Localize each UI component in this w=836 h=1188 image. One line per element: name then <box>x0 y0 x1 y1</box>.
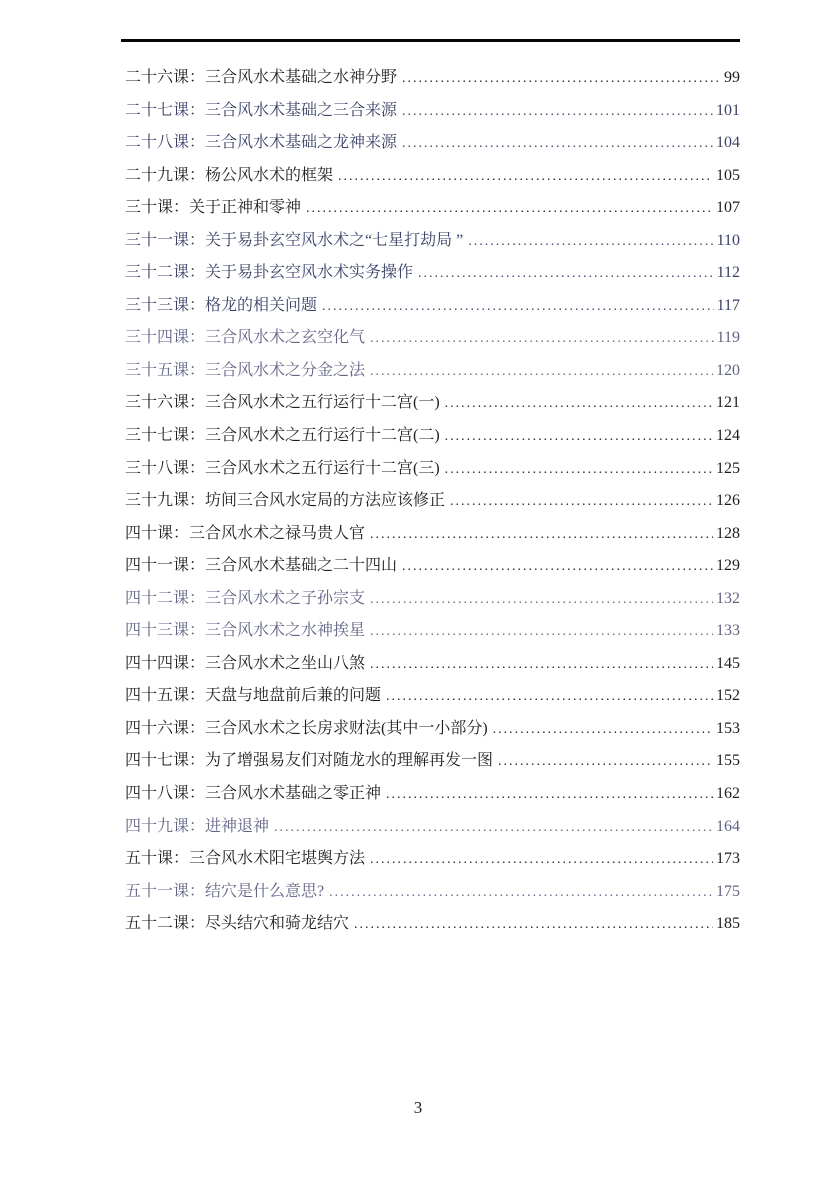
dot-leader <box>402 96 713 129</box>
dot-leader <box>402 551 713 584</box>
header-rule <box>121 39 740 42</box>
footer-page-number: 3 <box>413 1098 423 1117</box>
toc-entry-page: 162 <box>716 785 740 803</box>
toc-entry[interactable] <box>125 713 740 746</box>
toc-entry[interactable] <box>125 778 740 811</box>
toc-entry-page: 124 <box>716 427 740 445</box>
toc-entry[interactable] <box>125 290 740 323</box>
toc-entry[interactable] <box>125 843 740 876</box>
toc-entry[interactable] <box>125 225 740 258</box>
dot-leader <box>370 584 713 617</box>
dot-leader <box>370 356 713 389</box>
toc-entry-page: 107 <box>716 199 740 217</box>
toc-entry-title: 四十六课：三合风水术之长房求财法(其中一小部分) <box>125 719 488 737</box>
toc-entry-page: 117 <box>716 296 740 314</box>
toc-entry[interactable] <box>125 420 740 453</box>
toc-entry-title: 三十五课：三合风水术之分金之法 <box>125 361 366 379</box>
toc-entry-title: 四十四课：三合风水术之坐山八煞 <box>125 654 366 672</box>
toc-entry-page: 121 <box>716 394 740 412</box>
toc-entry-page: 153 <box>716 719 740 737</box>
toc-entry-title: 三十八课：三合风水术之五行运行十二宫(三) <box>125 459 440 477</box>
toc-entry[interactable] <box>125 583 740 616</box>
dot-leader <box>445 388 713 421</box>
toc-entry-page: 173 <box>716 850 740 868</box>
toc-entry[interactable] <box>125 192 740 225</box>
dot-leader <box>322 291 714 324</box>
dot-leader <box>386 779 713 812</box>
dot-leader <box>498 746 713 779</box>
dot-leader <box>418 258 714 291</box>
toc-entry-page: 128 <box>716 524 740 542</box>
dot-leader <box>386 681 713 714</box>
toc-entry-title: 四十一课：三合风水术基础之二十四山 <box>125 557 398 575</box>
dot-leader <box>338 161 713 194</box>
toc-entry-page: 145 <box>716 654 740 672</box>
toc-entry[interactable] <box>125 680 740 713</box>
toc-entry-title: 三十课：关于正神和零神 <box>125 199 302 217</box>
toc-entry[interactable] <box>125 127 740 160</box>
dot-leader <box>370 519 713 552</box>
toc-entry[interactable] <box>125 648 740 681</box>
toc-entry[interactable] <box>125 908 740 941</box>
toc-entry[interactable] <box>125 615 740 648</box>
toc-entry-title: 三十一课：关于易卦玄空风水术之“七星打劫局 ” <box>125 231 464 249</box>
toc-entry[interactable] <box>125 518 740 551</box>
toc-entry-page: 119 <box>716 329 740 347</box>
toc-entry-page: 125 <box>716 459 740 477</box>
toc-entry-title: 三十三课：格龙的相关问题 <box>125 296 318 314</box>
dot-leader <box>274 812 713 845</box>
toc-entry-title: 五十二课：尽头结穴和骑龙结穴 <box>125 915 350 933</box>
toc-entry-page: 164 <box>716 817 740 835</box>
dot-leader <box>370 649 713 682</box>
toc-entry-page: 126 <box>716 492 740 510</box>
toc-entry-title: 五十课：三合风水术阳宅堪舆方法 <box>125 850 366 868</box>
toc-entry-title: 四十七课：为了增强易友们对随龙水的理解再发一图 <box>125 752 494 770</box>
toc-entry[interactable] <box>125 355 740 388</box>
dot-leader <box>329 877 713 910</box>
toc-entry-page: 133 <box>716 622 740 640</box>
toc-entry-page: 112 <box>716 264 740 282</box>
toc-entry-page: 120 <box>716 361 740 379</box>
toc-entry-title: 三十六课：三合风水术之五行运行十二宫(一) <box>125 394 440 412</box>
toc-entry-page: 110 <box>716 231 740 249</box>
toc-entry-page: 132 <box>716 589 740 607</box>
toc-entry[interactable] <box>125 322 740 355</box>
toc-entry[interactable] <box>125 160 740 193</box>
toc-entry-page: 129 <box>716 557 740 575</box>
dot-leader <box>306 193 713 226</box>
toc-entry-title: 四十八课：三合风水术基础之零正神 <box>125 785 382 803</box>
dot-leader <box>370 844 713 877</box>
toc-entry-page: 155 <box>716 752 740 770</box>
dot-leader <box>370 323 714 356</box>
toc-entry-title: 二十八课：三合风水术基础之龙神来源 <box>125 134 398 152</box>
toc-entry-page: 105 <box>716 166 740 184</box>
toc-entry-page: 175 <box>716 882 740 900</box>
toc-entry[interactable] <box>125 453 740 486</box>
toc-entry-title: 三十二课：关于易卦玄空风水术实务操作 <box>125 264 414 282</box>
toc-entry[interactable] <box>125 745 740 778</box>
toc-entry-title: 四十九课：进神退神 <box>125 817 270 835</box>
toc-entry-title: 三十九课：坊间三合风水定局的方法应该修正 <box>125 492 446 510</box>
toc-entry-page: 99 <box>724 69 740 86</box>
toc-entry[interactable] <box>125 550 740 583</box>
toc-entry-title: 四十三课：三合风水术之水神挨星 <box>125 622 366 640</box>
toc-entry[interactable] <box>125 485 740 518</box>
toc-entry-page: 104 <box>716 134 740 152</box>
toc-entry-title: 二十九课：杨公风水术的框架 <box>125 166 334 184</box>
toc-entry[interactable] <box>125 387 740 420</box>
dot-leader <box>445 454 713 487</box>
toc-entry-title: 二十六课：三合风水术基础之水神分野 <box>125 69 398 86</box>
toc-entry-title: 三十七课：三合风水术之五行运行十二宫(二) <box>125 427 440 445</box>
toc-entry-title: 四十五课：天盘与地盘前后兼的问题 <box>125 687 382 705</box>
toc-entry-title: 三十四课：三合风水术之玄空化气 <box>125 329 366 347</box>
dot-leader <box>445 421 713 454</box>
toc-entry-title: 五十一课：结穴是什么意思? <box>125 882 325 900</box>
toc-entry[interactable] <box>125 62 740 95</box>
toc-entry[interactable] <box>125 876 740 909</box>
dot-leader <box>450 486 713 519</box>
toc-entry-title: 四十二课：三合风水术之子孙宗支 <box>125 589 366 607</box>
dot-leader <box>493 714 713 747</box>
dot-leader <box>370 616 713 649</box>
dot-leader <box>402 128 713 161</box>
table-of-contents <box>125 62 740 941</box>
toc-entry-page: 185 <box>716 915 740 933</box>
toc-entry-page: 101 <box>716 101 740 119</box>
dot-leader <box>402 63 721 96</box>
toc-entry-title: 二十七课：三合风水术基础之三合来源 <box>125 101 398 119</box>
dot-leader <box>468 226 713 259</box>
toc-entry-title: 四十课：三合风水术之禄马贵人官 <box>125 524 366 542</box>
toc-entry[interactable] <box>125 95 740 128</box>
toc-entry-page: 152 <box>716 687 740 705</box>
toc-entry[interactable] <box>125 257 740 290</box>
dot-leader <box>354 909 713 942</box>
toc-entry[interactable] <box>125 811 740 844</box>
